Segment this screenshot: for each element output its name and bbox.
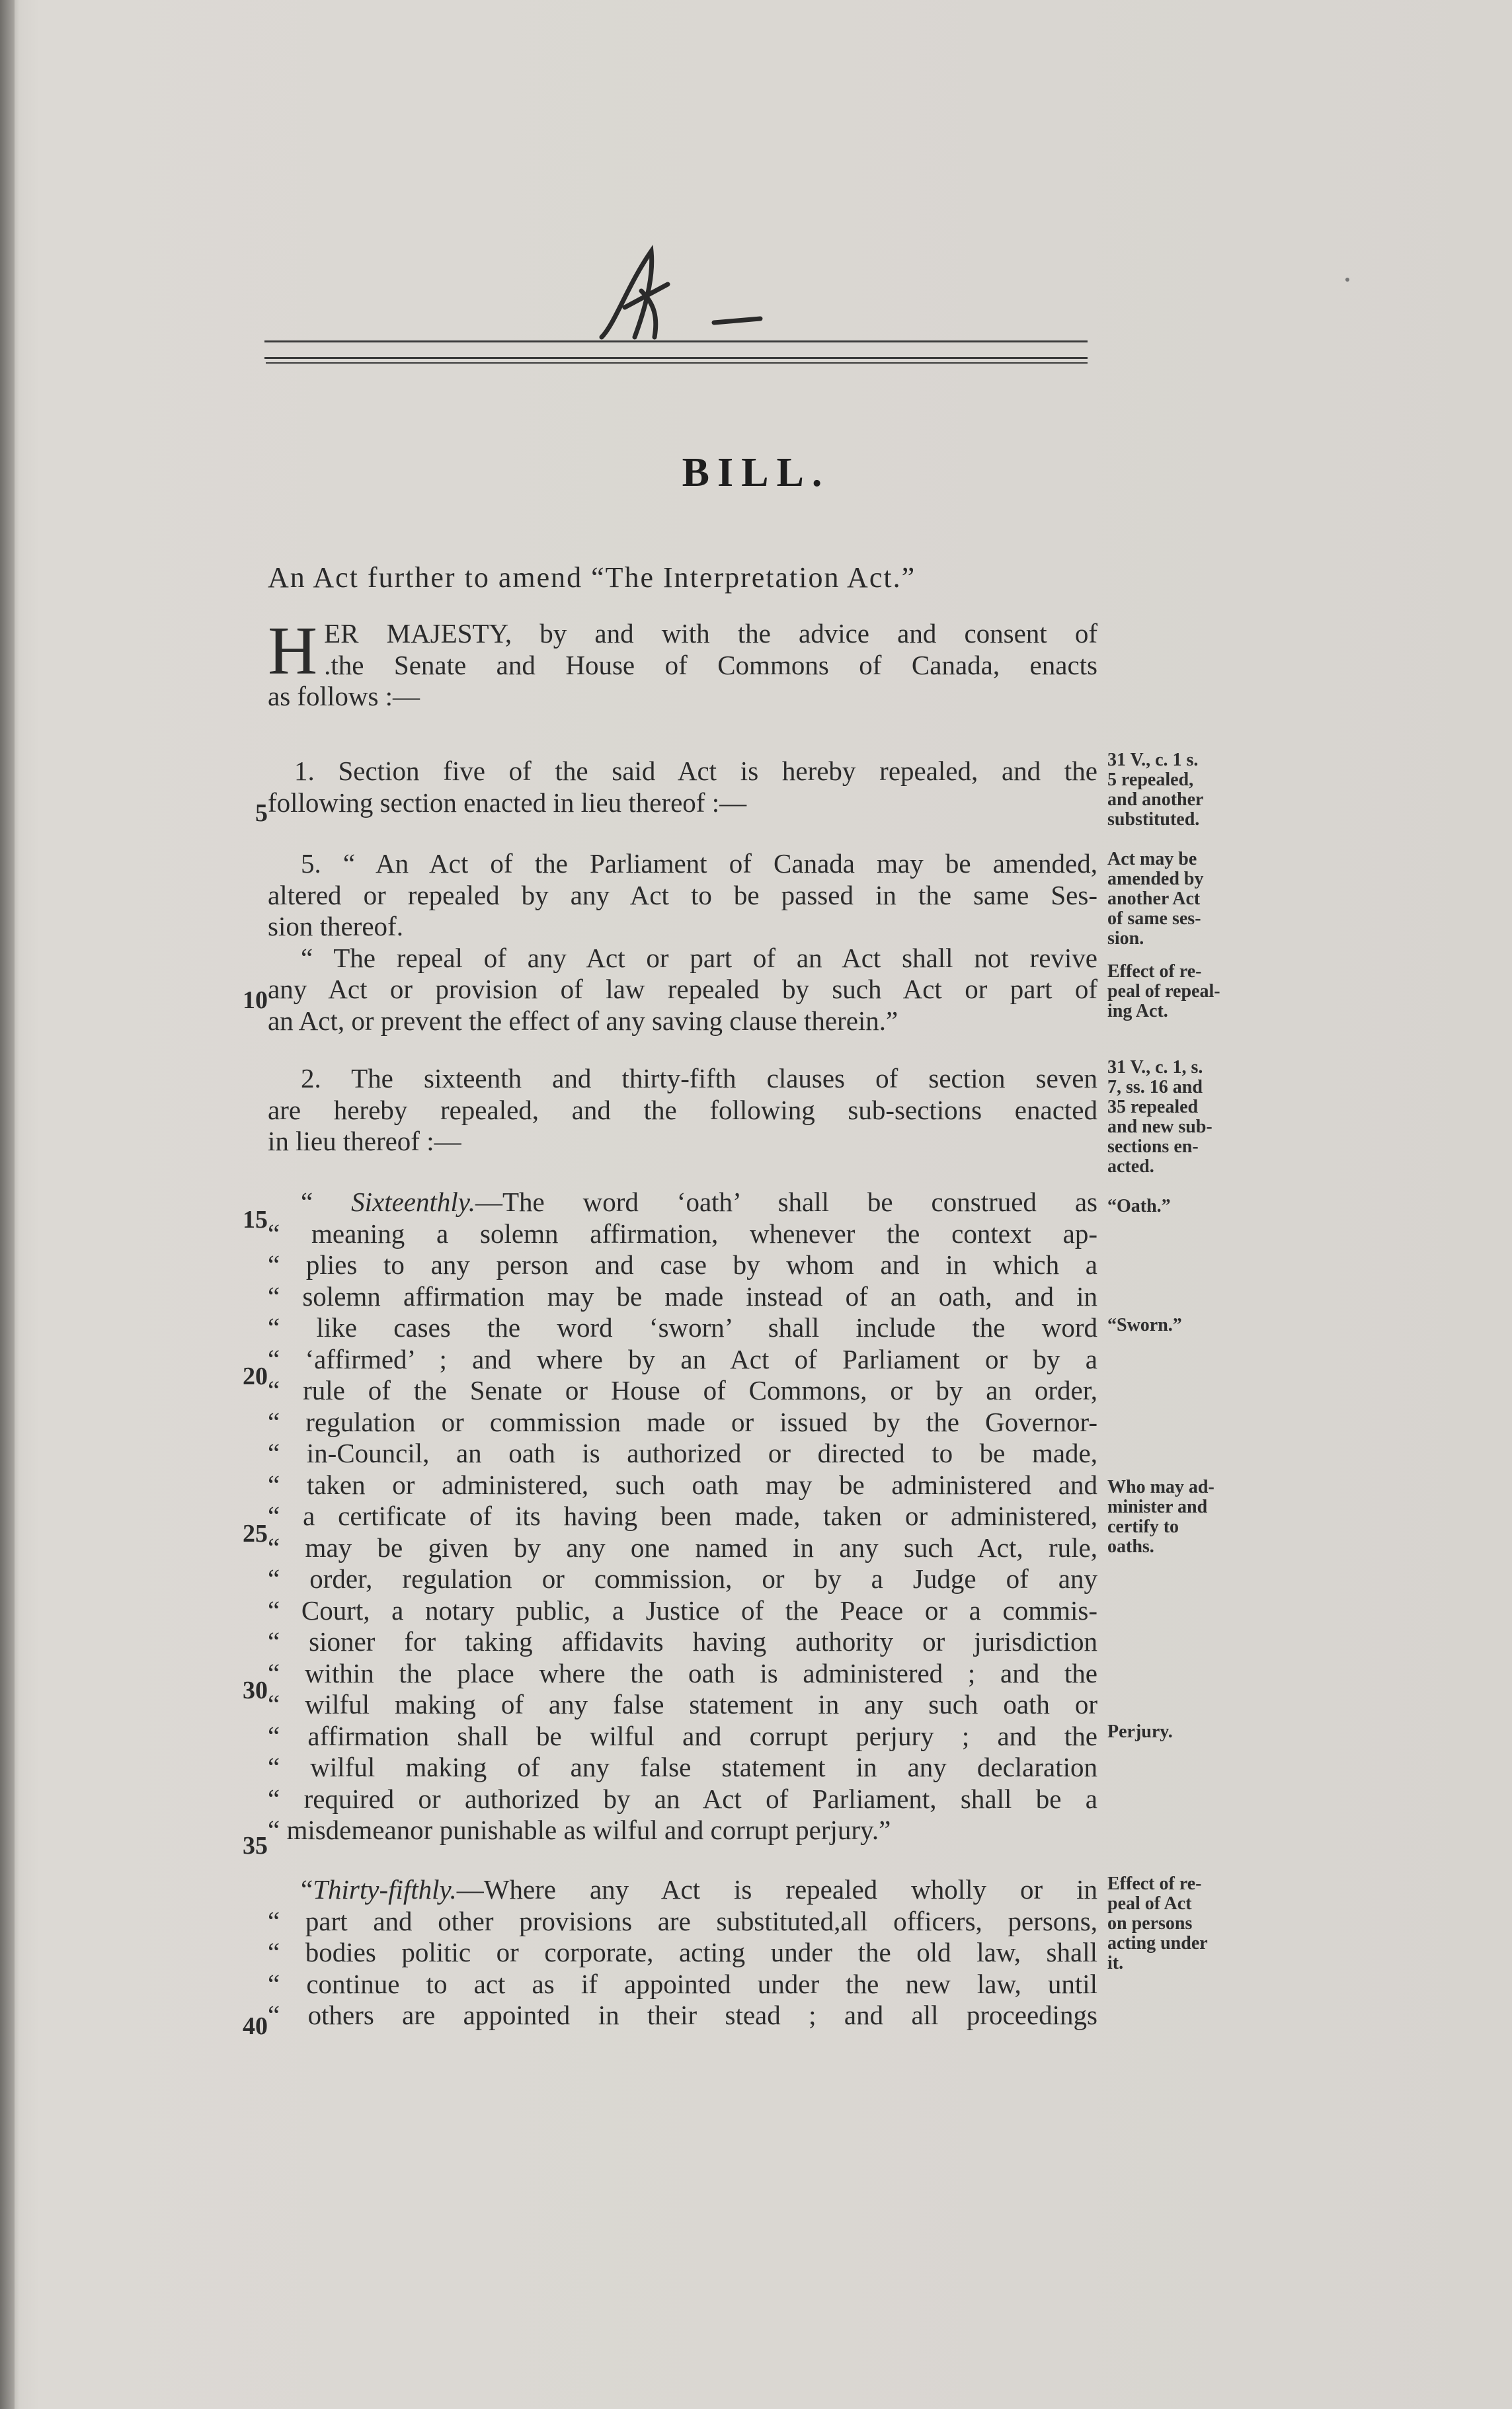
margin-note-line: 35 repealed	[1107, 1097, 1199, 1117]
section-1	[268, 756, 1097, 818]
margin-note-line: and new sub-	[1107, 1117, 1213, 1137]
margin-note	[1107, 750, 1253, 830]
margin-note-line: another Act	[1107, 889, 1201, 909]
sixteenthly-line: “ plies to any person and case by whom and in which a	[268, 1249, 1097, 1280]
margin-note-line: oaths.	[1107, 1536, 1154, 1557]
margin-note	[1107, 1316, 1253, 1335]
margin-note-line: ing Act.	[1107, 1001, 1168, 1021]
section-5-line: an Act, or prevent the effect of any saving clause therein.”	[268, 1005, 898, 1036]
margin-note-line: Who may ad-	[1107, 1477, 1214, 1497]
margin-note-line: peal of Act	[1107, 1893, 1192, 1914]
sixteenthly-line: “ regulation or commission made or issued by the Governor-	[268, 1406, 1097, 1437]
drop-capital: H	[268, 613, 318, 689]
sixteenthly-line: “ meaning a solemn affirmation, whenever the context ap-	[268, 1218, 1097, 1249]
clause-thirty-fifthly	[268, 1874, 1097, 2032]
margin-note-line: “Oath.”	[1107, 1196, 1171, 1216]
margin-note-line: Act may be	[1107, 849, 1197, 869]
paper-speck	[1345, 278, 1349, 282]
section-1-line: following section enacted in lieu thereof :—	[268, 787, 747, 818]
section-2-line: 2. The sixteenth and thirty-fifth clauses of section seven	[301, 1063, 1097, 1093]
sixteenthly-line: “ taken or administered, such oath may be administered and	[268, 1469, 1097, 1500]
section-2	[268, 1063, 1097, 1158]
sixteenthly-line: “ affirmation shall be wilful and corrupt perjury ; and the	[268, 1720, 1097, 1751]
margin-note	[1107, 1874, 1253, 1973]
margin-note-line: it.	[1107, 1953, 1124, 1973]
enacting-line: ER MAJESTY, by and with the advice and consent of	[324, 618, 1097, 649]
margin-note	[1107, 1058, 1253, 1177]
section-5-line: “ The repeal of any Act or part of an Act shall not revive	[301, 942, 1097, 973]
section-2-line: are hereby repealed, and the following sub-sections enacted	[268, 1094, 1097, 1125]
clause-sixteenthly	[268, 1187, 1097, 1846]
margin-note-line: of same ses-	[1107, 908, 1201, 929]
sixteenthly-line: “ order, regulation or commission, or by a Judge of any	[268, 1563, 1097, 1594]
sixteenthly-line: “ misdemeanor punishable as wilful and corrupt perjury.”	[268, 1815, 891, 1845]
line-number: 40	[243, 2012, 268, 2040]
sixteenthly-line: “ sioner for taking affidavits having authority or jurisdiction	[268, 1626, 1097, 1657]
line-number: 15	[243, 1206, 268, 1234]
sixteenthly-first-rest: —The word ‘oath’ shall be construed as	[475, 1187, 1097, 1217]
section-5-line: any Act or provision of law repealed by such Act or part of	[268, 974, 1097, 1004]
sixteenthly-line: “ may be given by any one named in any such Act, rule,	[268, 1532, 1097, 1563]
margin-note	[1107, 1197, 1253, 1216]
margin-note-line: sion.	[1107, 928, 1144, 949]
margin-note-line: peal of repeal-	[1107, 981, 1220, 1002]
bill-heading: BILL.	[682, 450, 830, 495]
line-number: 20	[243, 1362, 268, 1390]
line-number: 10	[243, 986, 268, 1014]
margin-note-line: acting under	[1107, 1933, 1208, 1954]
margin-note-line: amended by	[1107, 869, 1204, 889]
margin-note-line: 31 V., c. 1, s.	[1107, 1057, 1203, 1078]
thirty-fifthly-line: “ part and other provisions are substituted,all officers, persons,	[268, 1905, 1097, 1936]
margin-note	[1107, 962, 1253, 1021]
margin-note-line: 5 repealed,	[1107, 770, 1194, 790]
margin-note-line: substituted.	[1107, 809, 1200, 830]
section-2-line: in lieu thereof :—	[268, 1126, 461, 1156]
bill-long-title: An Act further to amend “The Interpretation Act.”	[268, 561, 916, 594]
thirty-fifthly-line: “ bodies politic or corporate, acting under the old law, shall	[268, 1937, 1097, 1967]
sixteenthly-line: “ solemn affirmation may be made instead of an oath, and in	[268, 1281, 1097, 1312]
sixteenthly-line: “ wilful making of any false statement in any such oath or	[268, 1689, 1097, 1719]
line-number: 35	[243, 1832, 268, 1860]
enacting-line: .the Senate and House of Commons of Canada, enacts	[324, 649, 1097, 680]
margin-note-line: on persons	[1107, 1913, 1193, 1934]
thirty-fifthly-line: “ others are appointed in their stead ; and all proceedings	[268, 2000, 1097, 2030]
margin-note	[1107, 849, 1253, 949]
top-rule-3	[266, 362, 1088, 364]
thirty-fifthly-line: “ continue to act as if appointed under the new law, until	[268, 1968, 1097, 1999]
margin-note	[1107, 1478, 1253, 1557]
top-rule-2	[264, 357, 1088, 359]
margin-note-line: sections en-	[1107, 1136, 1199, 1157]
sixteenthly-line: “ required or authorized by an Act of Parliament, shall be a	[268, 1783, 1097, 1814]
section-5-line: altered or repealed by any Act to be passed in the same Ses-	[268, 879, 1097, 910]
thirty-fifthly-heading: Thirty-fifthly.	[313, 1874, 457, 1905]
margin-note	[1107, 1722, 1253, 1742]
sixteenthly-line: “ in-Council, an oath is authorized or directed to be made,	[268, 1438, 1097, 1468]
margin-note-line: minister and	[1107, 1497, 1208, 1517]
sixteenthly-line: “ Court, a notary public, a Justice of the Peace or a commis-	[268, 1595, 1097, 1626]
enacting-clause	[268, 613, 1097, 713]
thirty-fifthly-first-line: “Thirty-fifthly.—Where any Act is repealed wholly or in	[301, 1874, 1097, 1905]
enacting-line: as follows :—	[268, 681, 420, 711]
section-1-line: 1. Section five of the said Act is hereby repealed, and the	[294, 756, 1097, 786]
top-rule-1	[264, 340, 1088, 342]
margin-note-line: “Sworn.”	[1107, 1315, 1182, 1335]
page-binding-edge	[0, 0, 15, 2409]
margin-note-line: 7, ss. 16 and	[1107, 1077, 1203, 1097]
sixteenthly-line: “ wilful making of any false statement in any declaration	[268, 1752, 1097, 1782]
line-number: 5	[255, 799, 268, 827]
section-5-line: 5. “ An Act of the Parliament of Canada may be amended,	[301, 848, 1097, 879]
margin-note-line: Effect of re-	[1107, 1874, 1202, 1894]
margin-note-line: acted.	[1107, 1156, 1154, 1177]
line-number: 25	[243, 1520, 268, 1548]
margin-note-line: 31 V., c. 1 s.	[1107, 750, 1199, 770]
section-5-line: sion thereof.	[268, 911, 403, 941]
sixteenthly-line: “ ‘affirmed’ ; and where by an Act of Parliament or by a	[268, 1343, 1097, 1374]
sixteenthly-line: “ like cases the word ‘sworn’ shall include the word	[268, 1312, 1097, 1343]
sixteenthly-line: “ within the place where the oath is administered ; and the	[268, 1657, 1097, 1688]
sixteenthly-heading: Sixteenthly.	[351, 1187, 475, 1217]
sixteenthly-line: “ rule of the Senate or House of Commons, or by an order,	[268, 1375, 1097, 1405]
margin-note-line: and another	[1107, 789, 1204, 810]
sixteenthly-line: “ a certificate of its having been made, taken or administered,	[268, 1501, 1097, 1531]
thirty-fifthly-first-rest: —Where any Act is repealed wholly or in	[456, 1874, 1097, 1905]
margin-note-line: Perjury.	[1107, 1721, 1173, 1742]
sixteenthly-first-line: “ Sixteenthly.—The word ‘oath’ shall be construed as	[301, 1187, 1097, 1217]
margin-note-line: certify to	[1107, 1517, 1179, 1537]
section-5-quoted	[268, 848, 1097, 1037]
margin-note-line: Effect of re-	[1107, 961, 1202, 982]
line-number: 30	[243, 1677, 268, 1704]
handwritten-signature	[588, 245, 787, 350]
